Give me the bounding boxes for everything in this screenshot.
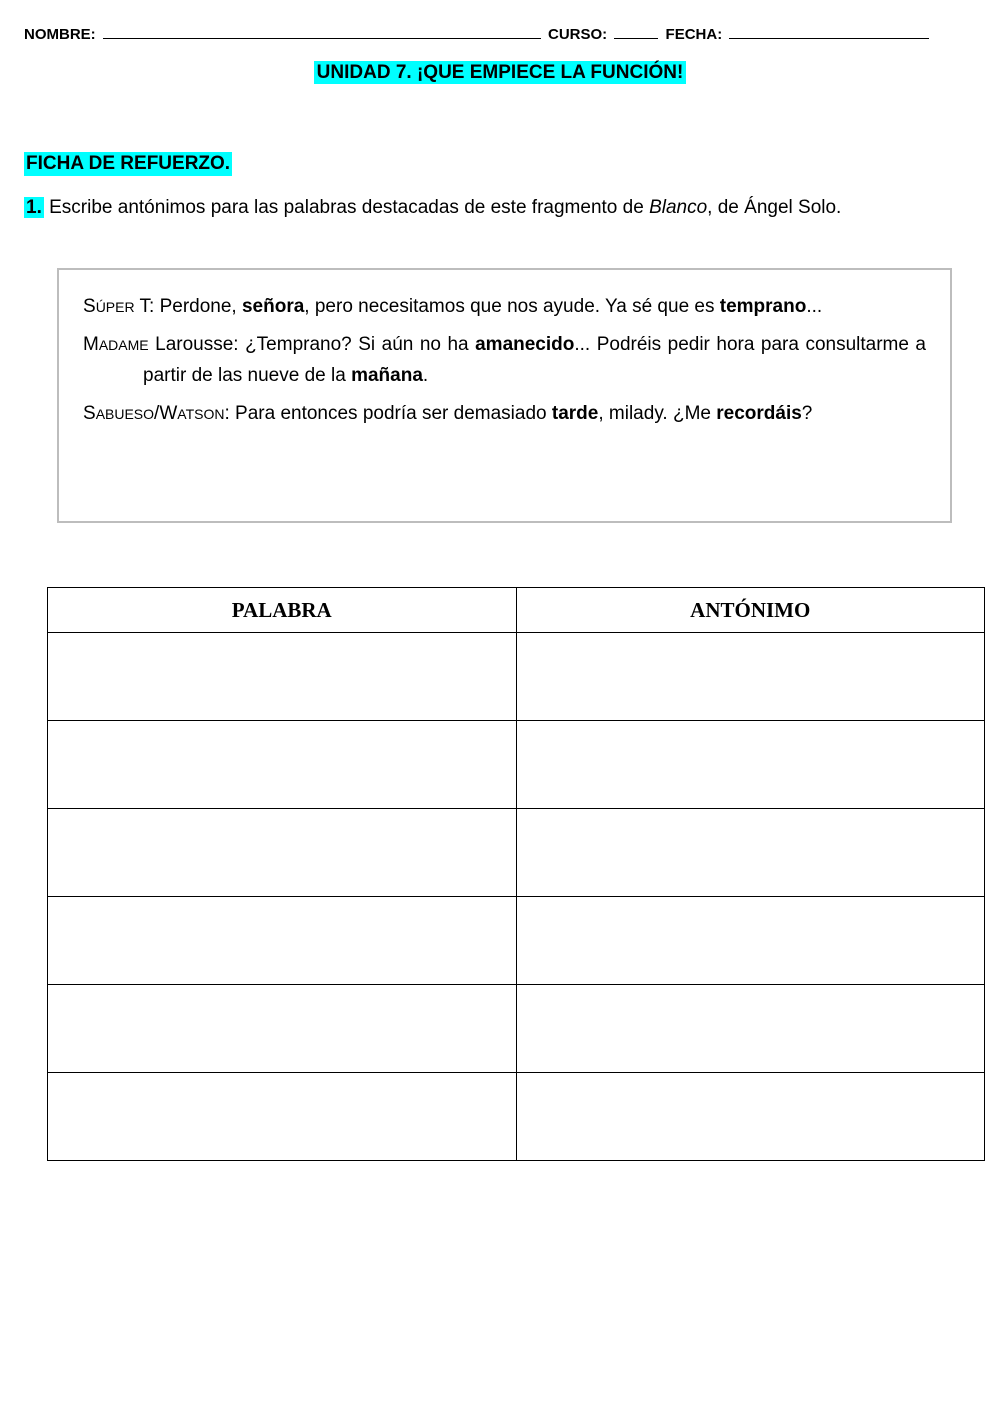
dialogue-text: ... [806,296,823,317]
palabra-cell[interactable] [48,1073,517,1161]
fecha-label: FECHA: [665,26,723,43]
fragment-line-3 [83,399,926,429]
dialogue-text: ... Podréis pedir hora para consultarme a partir de las nueve de la [143,334,927,386]
dialogue-text: , milady. ¿Me [598,403,717,425]
dialogue-text: Larousse: ¿Temprano? Si aún no ha [148,334,476,356]
highlighted-word: temprano [719,296,807,317]
speaker-rest: ÚPER [95,299,135,315]
fecha-blank[interactable] [729,26,929,39]
palabra-cell[interactable] [48,809,517,897]
unit-title: UNIDAD 7. ¡QUE EMPIECE LA FUNCIÓN! [314,61,687,84]
nombre-blank[interactable] [103,26,541,39]
dialogue-text: ? [801,403,813,425]
speaker-initial: S [83,403,96,425]
highlighted-word: señora [241,296,305,317]
palabra-cell[interactable] [48,897,517,985]
unit-title-container [0,62,1000,84]
exercise-number: 1. [26,197,42,218]
table-row [48,809,985,897]
instruction-text-after: , de Ángel Solo. [707,197,842,218]
speaker-slash: / [154,403,160,425]
antonimo-cell[interactable] [516,721,985,809]
table-row [48,897,985,985]
palabra-cell[interactable] [48,985,517,1073]
palabra-cell[interactable] [48,721,517,809]
text-fragment-box [57,268,952,523]
section-title: FICHA DE REFUERZO. [26,153,231,174]
instruction-text-before: Escribe antónimos para las palabras destacadas de este fragmento de [43,197,650,218]
table-row [48,1073,985,1161]
speaker-rest: ADAME [98,337,149,354]
palabra-cell[interactable] [48,633,517,721]
table-row [48,633,985,721]
speaker-initial: M [83,334,99,356]
antonimo-cell[interactable] [516,809,985,897]
speaker-rest: ATSON [177,406,225,423]
column-header-antonimo: ANTÓNIMO [516,588,985,633]
antonimo-cell[interactable] [516,633,985,721]
antonyms-table [47,587,985,1161]
column-header-palabra: PALABRA [48,588,517,633]
dialogue-text: : Perdone, [149,296,242,317]
dialogue-text: . [422,364,429,386]
highlighted-word: amanecido [475,334,575,356]
speaker-initial: S [83,296,96,317]
antonimo-cell[interactable] [516,1073,985,1161]
dialogue-text: : Para entonces podría ser demasiado [224,403,552,425]
student-info-line [24,26,984,43]
table-row [48,721,985,809]
nombre-label: NOMBRE: [24,26,96,43]
antonimo-cell[interactable] [516,985,985,1073]
table-row [48,985,985,1073]
speaker-suffix: T [134,296,150,317]
highlighted-word: recordáis [716,403,802,425]
dialogue-text: , pero necesitamos que nos ayude. Ya sé que es [304,296,720,317]
instruction [24,197,841,219]
table-header-row [48,588,985,633]
speaker-initial: W [159,403,178,425]
work-title: Blanco [649,197,708,218]
highlighted-word: tarde [551,403,599,425]
curso-label: CURSO: [548,26,608,43]
fragment-line-2 [83,330,926,391]
antonimo-cell[interactable] [516,897,985,985]
curso-blank[interactable] [614,26,658,39]
speaker-rest: ABUESO [95,406,155,423]
fragment-line-1 [83,292,926,322]
highlighted-word: mañana [351,364,423,386]
